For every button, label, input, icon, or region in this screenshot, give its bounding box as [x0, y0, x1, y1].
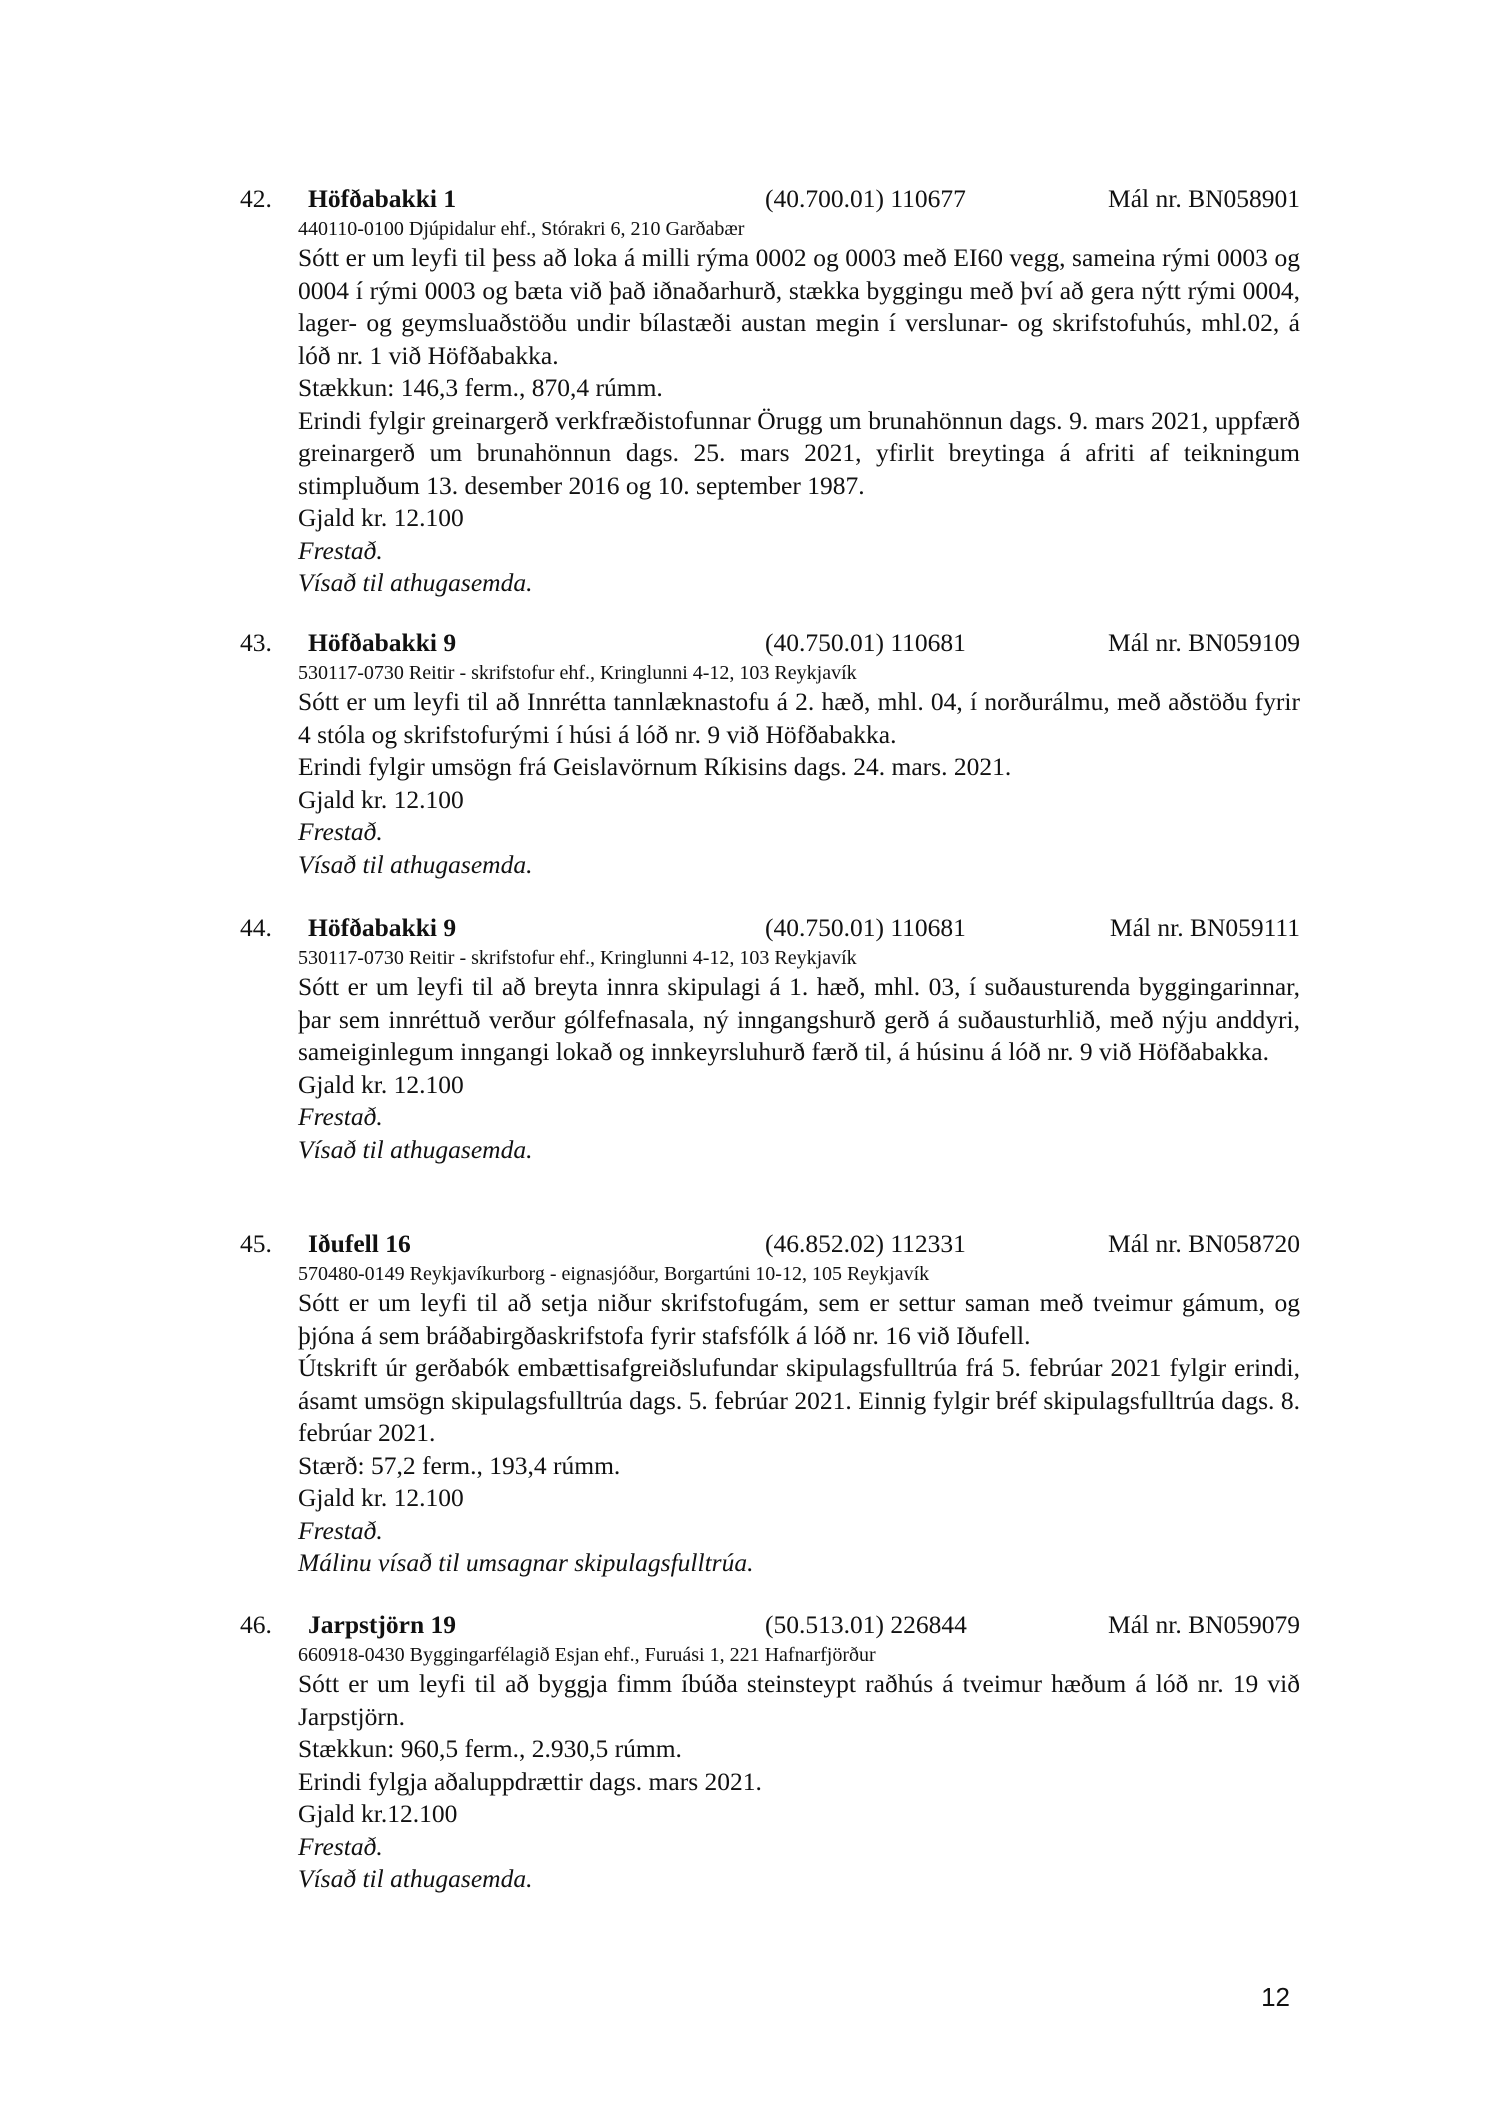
item-address: Höfðabakki 9 [308, 913, 457, 942]
item-size: Stærð: 57,2 ferm., 193,4 rúmm. [298, 1450, 621, 1480]
item-status: Frestað. [298, 817, 383, 846]
item-decision: Málinu vísað til umsagnar skipulagsfulltrúa. [298, 1548, 754, 1577]
item-number: 46. [240, 1610, 272, 1639]
item-header [240, 1608, 1300, 1642]
item-status: Frestað. [298, 535, 383, 565]
item-fee: Gjald kr. 12.100 [298, 503, 464, 532]
agenda-item-44 [240, 911, 1300, 1166]
item-land-number: (40.750.01) 110681 [765, 628, 966, 657]
item-header [240, 626, 1300, 660]
item-status: Frestað. [298, 1102, 383, 1131]
item-applicant: 660918-0430 Byggingarfélagið Esjan ehf., Furuási 1, 221 Hafnarfjörður [298, 1644, 876, 1666]
item-body [298, 1261, 1300, 1580]
item-size: Stækkun: 146,3 ferm., 870,4 rúmm. [298, 373, 663, 402]
item-header [240, 1227, 1300, 1261]
item-body [298, 660, 1300, 881]
item-case-number: Mál nr. BN058901 [1108, 184, 1300, 213]
item-address: Höfðabakki 9 [308, 628, 457, 657]
item-status: Frestað. [298, 1831, 383, 1861]
item-number: 42. [240, 184, 272, 213]
item-applicant: 530117-0730 Reitir - skrifstofur ehf., Kringlunni 4-12, 103 Reykjavík [298, 662, 857, 684]
item-case-number: Mál nr. BN059109 [1108, 628, 1300, 657]
item-fee: Gjald kr.12.100 [298, 1799, 458, 1828]
item-description: Sótt er um leyfi til að Innrétta tannlæknastofu á 2. hæð, mhl. 04, í norðurálmu, með aðstöðu fyrir 4 stóla og skrifstofurými í húsi á lóð nr. 9 við Höfðabakka. [298, 687, 1300, 749]
item-applicant: 530117-0730 Reitir - skrifstofur ehf., Kringlunni 4-12, 103 Reykjavík [298, 947, 857, 969]
item-description: Sótt er um leyfi til að setja niður skrifstofugám, sem er settur saman með tveimur gámum, og þjóna á sem bráðabirgðaskrifstofa fyrir stafsfólk á lóð nr. 16 við Iðufell. [298, 1288, 1300, 1350]
item-fee: Gjald kr. 12.100 [298, 1483, 464, 1512]
item-body [298, 945, 1300, 1166]
item-case-number: Mál nr. BN059079 [1108, 1610, 1300, 1639]
item-decision: Vísað til athugasemda. [298, 568, 533, 597]
item-decision: Vísað til athugasemda. [298, 1864, 533, 1893]
item-header [240, 182, 1300, 216]
item-attachments: Útskrift úr gerðabók embættisafgreiðslufundar skipulagsfulltrúa frá 5. febrúar 2021 fylgir erindi, ásamt umsögn skipulagsfulltrúa dags. 5. febrúar 2021. Einnig fylgir bréf skipulagsfulltrúa dags. 8. febrúar 2021. [298, 1353, 1300, 1447]
item-decision: Vísað til athugasemda. [298, 849, 533, 879]
item-attachments: Erindi fylgir greinargerð verkfræðistofunnar Örugg um brunahönnun dags. 9. mars 2021, uppfærð greinargerð um brunahönnun dags. 25. mars 2021, yfirlit breytinga á afriti af teikningum stimpluðum 13. desember 2016 og 10. september 1987. [298, 405, 1300, 500]
agenda-item-45 [240, 1227, 1300, 1580]
item-decision: Vísað til athugasemda. [298, 1134, 533, 1164]
item-address: Iðufell 16 [308, 1229, 411, 1258]
item-description: Sótt er um leyfi til að byggja fimm íbúða steinsteypt raðhús á tveimur hæðum á lóð nr. 19 við Jarpstjörn. [298, 1669, 1300, 1731]
item-case-number: Mál nr. BN058720 [1108, 1229, 1300, 1258]
item-land-number: (50.513.01) 226844 [765, 1610, 967, 1639]
item-size: Stækkun: 960,5 ferm., 2.930,5 rúmm. [298, 1734, 682, 1763]
page-number: 12 [1261, 1982, 1290, 2012]
item-body [298, 1642, 1300, 1896]
item-status: Frestað. [298, 1515, 383, 1545]
agenda-item-46 [240, 1608, 1300, 1896]
item-header [240, 911, 1300, 945]
item-description: Sótt er um leyfi til að breyta innra skipulagi á 1. hæð, mhl. 03, í suðausturenda byggingarinnar, þar sem innréttuð verður gólfefnasala, ný inngangshurð gerð á suðausturhlið, með nýju anddyri, sameiginlegum inngangi lokað og innkeyrsluhurð færð til, á húsinu á lóð nr. 9 við Höfðabakka. [298, 972, 1300, 1066]
item-fee: Gjald kr. 12.100 [298, 1069, 464, 1099]
item-fee: Gjald kr. 12.100 [298, 784, 464, 814]
item-number: 44. [240, 913, 272, 942]
item-applicant: 570480-0149 Reykjavíkurborg - eignasjóður, Borgartúni 10-12, 105 Reykjavík [298, 1263, 930, 1285]
agenda-item-42 [240, 182, 1300, 600]
item-attachments: Erindi fylgir umsögn frá Geislavörnum Ríkisins dags. 24. mars. 2021. [298, 752, 1012, 781]
item-case-number: Mál nr. BN059111 [1109, 913, 1300, 942]
item-description: Sótt er um leyfi til þess að loka á milli rýma 0002 og 0003 með EI60 vegg, sameina rými 0003 og 0004 í rými 0003 og bæta við það iðnaðarhurð, stækka byggingu með því að gera nýtt rými 0004, lager- og geymsluaðstöðu undir bílastæði austan megin í verslunar- og skrifstofuhús, mhl.02, á lóð nr. 1 við Höfðabakka. [298, 243, 1300, 370]
item-body [298, 216, 1300, 600]
item-address: Höfðabakki 1 [308, 184, 457, 213]
agenda-item-43 [240, 626, 1300, 881]
item-applicant: 440110-0100 Djúpidalur ehf., Stórakri 6, 210 Garðabær [298, 218, 745, 240]
item-attachments: Erindi fylgja aðaluppdrættir dags. mars 2021. [298, 1766, 762, 1796]
item-land-number: (40.700.01) 110677 [765, 184, 966, 213]
item-land-number: (40.750.01) 110681 [765, 913, 966, 942]
item-land-number: (46.852.02) 112331 [765, 1229, 966, 1258]
item-number: 43. [240, 628, 272, 657]
item-number: 45. [240, 1229, 272, 1258]
item-address: Jarpstjörn 19 [308, 1610, 457, 1639]
